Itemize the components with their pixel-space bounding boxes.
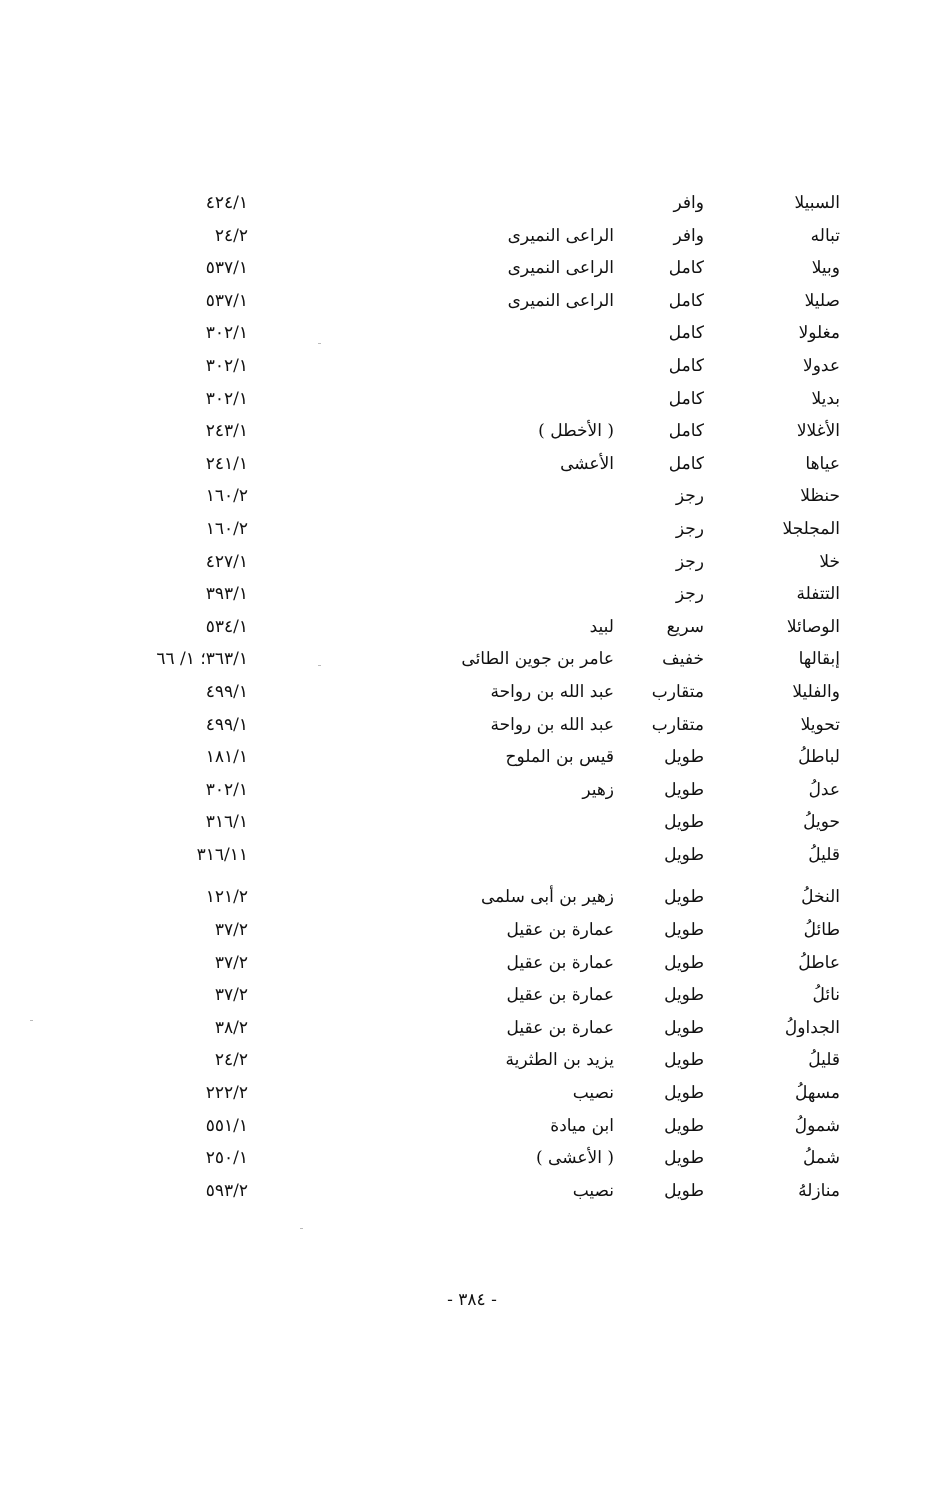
poet-cell: عامر بن جوين الطائى (461, 649, 614, 670)
rhyme-cell: طائلُ (803, 920, 840, 941)
rhyme-cell: التتفلة (796, 584, 840, 605)
rhyme-cell: قليلُ (808, 844, 840, 865)
poet-cell: ( الأعشى ) (536, 1148, 614, 1169)
reference-cell: ٣٨/٢ (214, 1017, 248, 1038)
table-row (0, 317, 944, 350)
rhyme-cell: قليلُ (808, 1050, 840, 1071)
meter-cell: طويل (664, 844, 704, 865)
poet-cell: ابن ميادة (550, 1115, 614, 1136)
reference-cell: ٤٢٤/١ (205, 193, 248, 213)
index-table (0, 187, 944, 1207)
rhyme-cell: إبقالها (798, 649, 840, 670)
rhyme-cell: عدولا (803, 355, 840, 376)
rhyme-cell: حنظلا (800, 486, 840, 507)
poet-cell: عمارة بن عقيل (506, 952, 614, 973)
meter-cell: كامل (668, 323, 704, 344)
rhyme-cell: لباطلُ (798, 747, 840, 768)
table-row (0, 187, 944, 220)
table-row (0, 643, 944, 676)
reference-cell: ٣٧/٢ (214, 952, 248, 973)
meter-cell: طويل (664, 920, 704, 941)
rhyme-cell: تباله (810, 225, 840, 246)
poet-cell: نصيب (572, 1083, 614, 1104)
reference-cell: ٢٤١/١ (205, 453, 248, 474)
poet-cell: الأعشى (560, 453, 614, 474)
rhyme-cell: خلا (819, 551, 840, 572)
reference-cell: ٣١٦/١١ (196, 844, 248, 865)
meter-cell: طويل (664, 985, 704, 1006)
meter-cell: طويل (664, 1017, 704, 1038)
rhyme-cell: حويلُ (803, 812, 840, 833)
poet-cell: الراعى النميرى (507, 290, 614, 311)
meter-cell: طويل (664, 1180, 704, 1201)
rhyme-cell: تحويلا (800, 714, 840, 735)
table-row (0, 709, 944, 742)
page-number: - ٣٨٤ - (447, 1290, 497, 1310)
rhyme-cell: وبيلا (811, 258, 840, 279)
reference-cell: ١٨١/١ (205, 747, 248, 768)
table-row (0, 415, 944, 448)
reference-cell: ٥٣٤/١ (205, 616, 248, 637)
table-row (0, 1077, 944, 1110)
table-row (0, 578, 944, 611)
table-row (0, 947, 944, 980)
meter-cell: طويل (664, 779, 704, 800)
rhyme-cell: مسهلُ (795, 1083, 840, 1104)
scan-speck (318, 343, 321, 344)
table-row (0, 350, 944, 383)
meter-cell: طويل (664, 952, 704, 973)
table-row (0, 448, 944, 481)
meter-cell: سريع (666, 616, 704, 637)
rhyme-cell: والفليلا (792, 681, 840, 702)
table-row (0, 806, 944, 839)
meter-cell: رجز (675, 584, 704, 605)
table-row (0, 252, 944, 285)
poet-cell: ( الأخطل ) (538, 421, 614, 442)
poet-cell: عمارة بن عقيل (506, 920, 614, 941)
meter-cell: كامل (668, 258, 704, 279)
table-row (0, 914, 944, 947)
rhyme-cell: عياها (805, 453, 840, 474)
table-row (0, 1175, 944, 1208)
table-row (0, 1110, 944, 1143)
meter-cell: رجز (675, 551, 704, 572)
table-row (0, 1044, 944, 1077)
rhyme-cell: الوصائلا (786, 616, 840, 637)
rhyme-cell: عاطلُ (798, 952, 840, 973)
scan-speck (30, 1020, 33, 1021)
reference-cell: ١٢١/٢ (205, 887, 248, 908)
rhyme-cell: عدلُ (808, 779, 840, 800)
meter-cell: كامل (668, 453, 704, 474)
reference-cell: ٢٢٢/٢ (205, 1083, 248, 1104)
table-row (0, 546, 944, 579)
reference-cell: ١٦٠/٢ (205, 486, 248, 507)
poet-cell: لبيد (589, 616, 614, 637)
meter-cell: كامل (668, 290, 704, 311)
reference-cell: ٢٥٠/١ (205, 1148, 248, 1169)
poet-cell: عمارة بن عقيل (506, 985, 614, 1006)
rhyme-cell: شملُ (803, 1148, 840, 1169)
reference-cell: ٤٩٩/١ (205, 714, 248, 735)
reference-cell: ٥٥١/١ (205, 1115, 248, 1136)
poet-cell: عمارة بن عقيل (506, 1017, 614, 1038)
poet-cell: يزيد بن الطثرية (505, 1050, 614, 1071)
reference-cell: ٣٠٢/١ (205, 323, 248, 344)
table-row (0, 881, 944, 914)
meter-cell: طويل (664, 1148, 704, 1169)
poet-cell: عبد الله بن رواحة (490, 714, 614, 735)
table-row (0, 1012, 944, 1045)
table-row (0, 1142, 944, 1175)
table-row (0, 839, 944, 872)
table-row (0, 741, 944, 774)
rhyme-cell: الجداولُ (784, 1017, 840, 1038)
meter-cell: وافر (673, 193, 704, 213)
scan-speck (300, 1228, 303, 1229)
reference-cell: ٢٤/٢ (214, 225, 248, 246)
table-row (0, 611, 944, 644)
meter-cell: طويل (664, 887, 704, 908)
rhyme-cell: شمولُ (794, 1115, 840, 1136)
reference-cell: ٣٧/٢ (214, 920, 248, 941)
rhyme-cell: بديلا (811, 388, 840, 409)
reference-cell: ٢٤٣/١ (205, 421, 248, 442)
reference-cell: ٣٩٣/١ (205, 584, 248, 605)
reference-cell: ٣٠٢/١ (205, 355, 248, 376)
meter-cell: كامل (668, 421, 704, 442)
meter-cell: خفيف (662, 649, 704, 670)
rhyme-cell: مغلولا (798, 323, 840, 344)
meter-cell: طويل (664, 747, 704, 768)
meter-cell: رجز (675, 518, 704, 539)
meter-cell: طويل (664, 1115, 704, 1136)
reference-cell: ٤٩٩/١ (205, 681, 248, 702)
table-row (0, 480, 944, 513)
poet-cell: الراعى النميرى (507, 258, 614, 279)
meter-cell: كامل (668, 388, 704, 409)
meter-cell: طويل (664, 1050, 704, 1071)
poet-cell: زهير (582, 779, 614, 800)
meter-cell: طويل (664, 1083, 704, 1104)
reference-cell: ٤٢٧/١ (205, 551, 248, 572)
meter-cell: وافر (673, 225, 704, 246)
reference-cell: ١٦٠/٢ (205, 518, 248, 539)
poet-cell: عبد الله بن رواحة (490, 681, 614, 702)
rhyme-cell: النخلُ (801, 887, 840, 908)
table-row (0, 513, 944, 546)
rhyme-cell: الأغلالا (796, 421, 840, 442)
reference-cell: ٣٠٢/١ (205, 388, 248, 409)
reference-cell: ٥٩٣/٢ (205, 1180, 248, 1201)
table-row (0, 220, 944, 253)
poet-cell: قيس بن الملوح (505, 747, 614, 768)
table-row (0, 383, 944, 416)
reference-cell: ٢٤/٢ (214, 1050, 248, 1071)
reference-cell: ٣٠٢/١ (205, 779, 248, 800)
rhyme-cell: السبيلا (794, 193, 840, 213)
poet-cell: نصيب (572, 1180, 614, 1201)
reference-cell: ٥٣٧/١ (205, 258, 248, 279)
reference-cell: ٥٣٧/١ (205, 290, 248, 311)
table-row (0, 676, 944, 709)
rhyme-cell: منازلهُ (798, 1180, 840, 1201)
reference-cell: ٣٦٣/١؛ ١/ ٦٦ (156, 649, 248, 670)
rhyme-cell: نائلُ (812, 985, 840, 1006)
meter-cell: متقارب (651, 681, 704, 702)
poet-cell: الراعى النميرى (507, 225, 614, 246)
table-row (0, 285, 944, 318)
table-row (0, 979, 944, 1012)
meter-cell: رجز (675, 486, 704, 507)
meter-cell: كامل (668, 355, 704, 376)
table-row (0, 774, 944, 807)
rhyme-cell: المجلجلا (782, 518, 840, 539)
rhyme-cell: صليلا (804, 290, 840, 311)
reference-cell: ٣١٦/١ (205, 812, 248, 833)
meter-cell: متقارب (651, 714, 704, 735)
poet-cell: زهير بن أبى سلمى (480, 887, 614, 908)
scan-speck (318, 665, 321, 666)
meter-cell: طويل (664, 812, 704, 833)
reference-cell: ٣٧/٢ (214, 985, 248, 1006)
